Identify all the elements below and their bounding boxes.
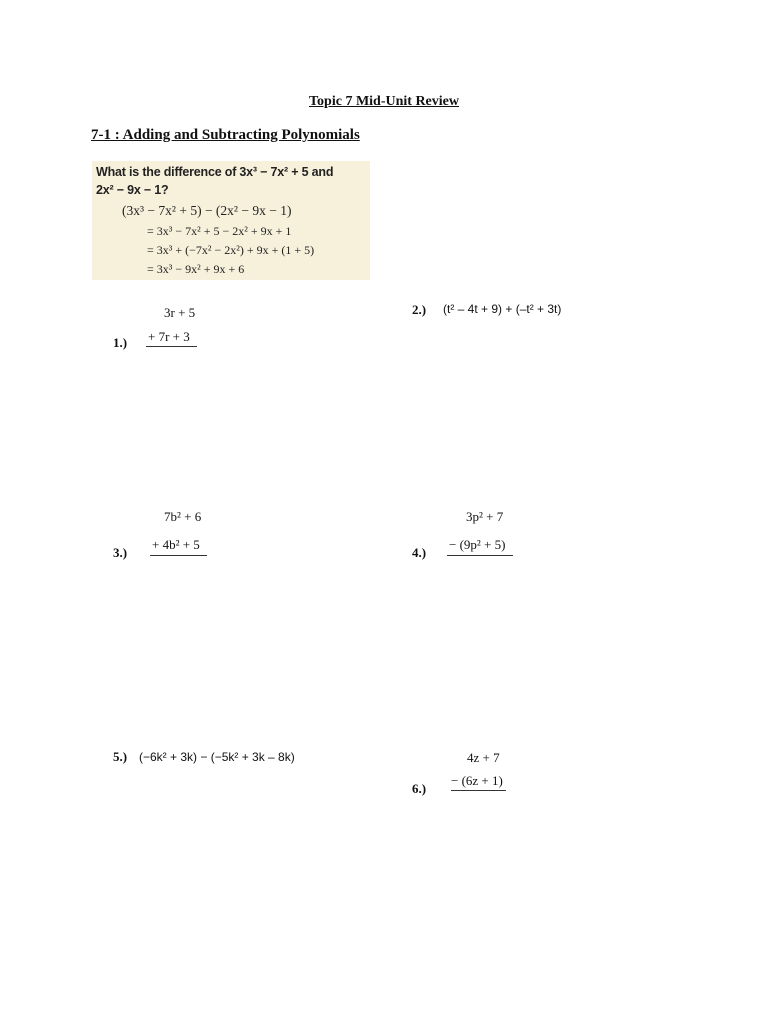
problem-2-number: 2.): [412, 302, 427, 317]
problem-4-bottom: − (9p² + 5): [449, 537, 506, 552]
example-step: = 3x³ − 7x² + 5 − 2x² + 9x + 1: [147, 224, 292, 238]
problem-1-rule: [146, 346, 197, 347]
problem-2-expression: (t² – 4t + 9) + (–t² + 3t): [443, 302, 562, 316]
problem-6-rule: [451, 790, 506, 791]
problem-4-rule: [447, 555, 513, 556]
section-heading: 7-1 : Adding and Subtracting Polynomials: [91, 127, 360, 143]
problem-5-expression: (−6k² + 3k) − (−5k² + 3k – 8k): [139, 750, 295, 764]
page-title: Topic 7 Mid-Unit Review: [309, 94, 459, 109]
problem-6-number: 6.): [412, 781, 427, 796]
problem-3-number: 3.): [113, 545, 128, 560]
problem-3-bottom: + 4b² + 5: [152, 537, 200, 552]
problem-3-top: 7b² + 6: [164, 509, 202, 524]
problem-4-number: 4.): [412, 545, 427, 560]
problem-1-number: 1.): [113, 335, 128, 350]
example-question-line-1: What is the difference of 3x³ − 7x² + 5 and: [96, 165, 334, 179]
problem-6-bottom: − (6z + 1): [451, 773, 503, 788]
problem-5-number: 5.): [113, 749, 128, 764]
example-question-line-2: 2x² − 9x − 1?: [96, 183, 169, 197]
problem-1-top: 3r + 5: [164, 305, 196, 320]
example-step: = 3x³ − 9x² + 9x + 6: [147, 262, 245, 276]
problem-6-top: 4z + 7: [467, 750, 500, 765]
problem-4-top: 3p² + 7: [466, 509, 504, 524]
problem-1-bottom: + 7r + 3: [148, 329, 190, 344]
example-step: (3x³ − 7x² + 5) − (2x² − 9x − 1): [122, 203, 292, 218]
worked-example: [92, 161, 370, 280]
example-step: = 3x³ + (−7x² − 2x²) + 9x + (1 + 5): [147, 243, 315, 257]
problem-3-rule: [150, 555, 207, 556]
